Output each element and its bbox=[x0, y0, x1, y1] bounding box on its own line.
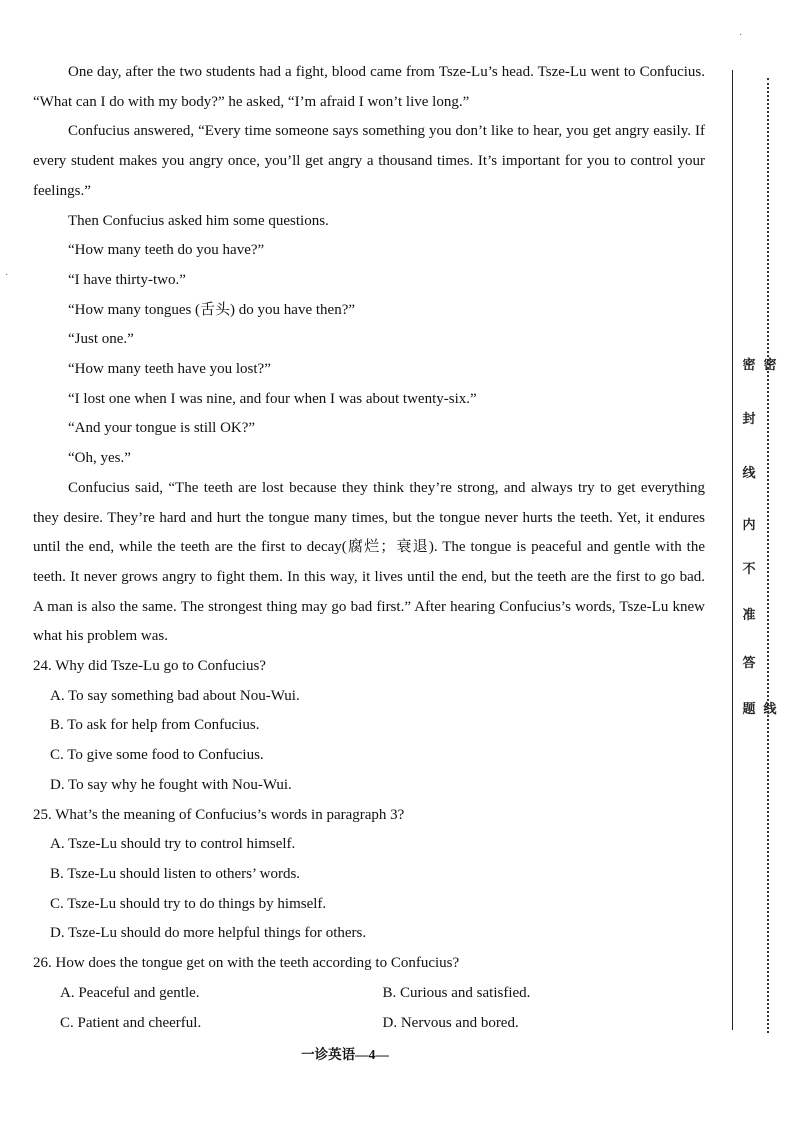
question-26-options-row-2 bbox=[33, 1009, 705, 1039]
dialogue-line: “How many teeth have you lost?” bbox=[68, 361, 271, 378]
paragraph-final: Confucius said, “The teeth are lost because they think they’re strong, and always try to get everything they desire. They’re hard and hurt the tongue many times, but the tongue never hurts the teeth. Yet, it endures until the end, while the teeth are the first to decay(腐烂；衰退). The tongue is peaceful and gentle with the teeth. It never grows angry to fight them. In this way, it lives until the end, but the teeth are the first to go bad. A man is also the same. The strongest thing may go bad first.” After hearing Confucius’s words, Tsze-Lu knew what his problem was. bbox=[33, 479, 705, 645]
question-25-option-b[interactable]: B. Tsze-Lu should listen to others’ words. bbox=[50, 865, 301, 882]
question-25-option-d[interactable]: D. Tsze-Lu should do more helpful things for others. bbox=[50, 925, 367, 942]
question-26-option-b[interactable]: B. Curious and satisfied. bbox=[382, 984, 531, 1001]
question-25-option-c[interactable]: C. Tsze-Lu should try to do things by himself. bbox=[50, 895, 327, 912]
question-24-option-a[interactable]: A. To say something bad about Nou-Wui. bbox=[50, 687, 300, 704]
binding-margin-char: 密 bbox=[742, 358, 756, 373]
binding-margin-char: 题 bbox=[742, 702, 756, 717]
page-footer: 一诊英语—4— bbox=[301, 1047, 389, 1062]
reading-passage bbox=[33, 58, 705, 1038]
margin-divider-line bbox=[732, 70, 733, 1030]
question-26-option-c[interactable]: C. Patient and cheerful. bbox=[60, 1014, 202, 1031]
binding-margin-char: 线 bbox=[763, 702, 777, 717]
question-26-stem: 26. How does the tongue get on with the teeth according to Confucius? bbox=[33, 955, 460, 972]
binding-margin-char: 答 bbox=[742, 656, 756, 671]
paragraph-3: Then Confucius asked him some questions. bbox=[68, 212, 329, 229]
dialogue-line: “Oh, yes.” bbox=[68, 450, 131, 467]
question-24-option-d[interactable]: D. To say why he fought with Nou-Wui. bbox=[50, 776, 292, 793]
dialogue-line: “And your tongue is still OK?” bbox=[68, 420, 256, 437]
paragraph-1: One day, after the two students had a fight, blood came from Tsze-Lu’s head. Tsze-Lu went to Confucius. “What can I do with my body?” he asked, “I’m afraid I won’t live long.” bbox=[33, 64, 705, 110]
dialogue-line: “Just one.” bbox=[68, 331, 134, 348]
question-26-option-d[interactable]: D. Nervous and bored. bbox=[382, 1014, 519, 1031]
binding-margin-char: 密 bbox=[763, 358, 777, 373]
question-26-option-a[interactable]: A. Peaceful and gentle. bbox=[60, 984, 200, 1001]
question-25-stem: 25. What’s the meaning of Confucius’s words in paragraph 3? bbox=[33, 806, 405, 823]
binding-margin-char: 内 bbox=[742, 518, 756, 533]
question-26-options-row-1 bbox=[33, 979, 705, 1009]
paragraph-2: Confucius answered, “Every time someone says something you don’t like to hear, you get angry easily. If every student makes you angry once, you’ll get angry a thousand times. It’s important for you to control your feelings.” bbox=[33, 123, 705, 199]
binding-margin-char: 不 bbox=[742, 562, 756, 577]
scan-speck: · bbox=[739, 30, 743, 41]
dialogue-line: “How many tongues (舌头) do you have then?” bbox=[68, 301, 356, 318]
dialogue-line: “I have thirty-two.” bbox=[68, 271, 186, 288]
question-25-option-a[interactable]: A. Tsze-Lu should try to control himself. bbox=[50, 836, 296, 853]
binding-dotted-line bbox=[767, 78, 769, 1033]
question-24-stem: 24. Why did Tsze-Lu go to Confucius? bbox=[33, 658, 266, 675]
question-24-option-b[interactable]: B. To ask for help from Confucius. bbox=[50, 717, 260, 734]
binding-margin-char: 准 bbox=[742, 608, 756, 623]
binding-margin-char: 封 bbox=[742, 412, 756, 427]
scan-speck: · bbox=[5, 270, 9, 281]
dialogue-line: “I lost one when I was nine, and four when I was about twenty-six.” bbox=[68, 390, 477, 407]
dialogue-line: “How many teeth do you have?” bbox=[68, 242, 265, 259]
binding-margin-char: 线 bbox=[742, 466, 756, 481]
question-24-option-c[interactable]: C. To give some food to Confucius. bbox=[50, 747, 264, 764]
